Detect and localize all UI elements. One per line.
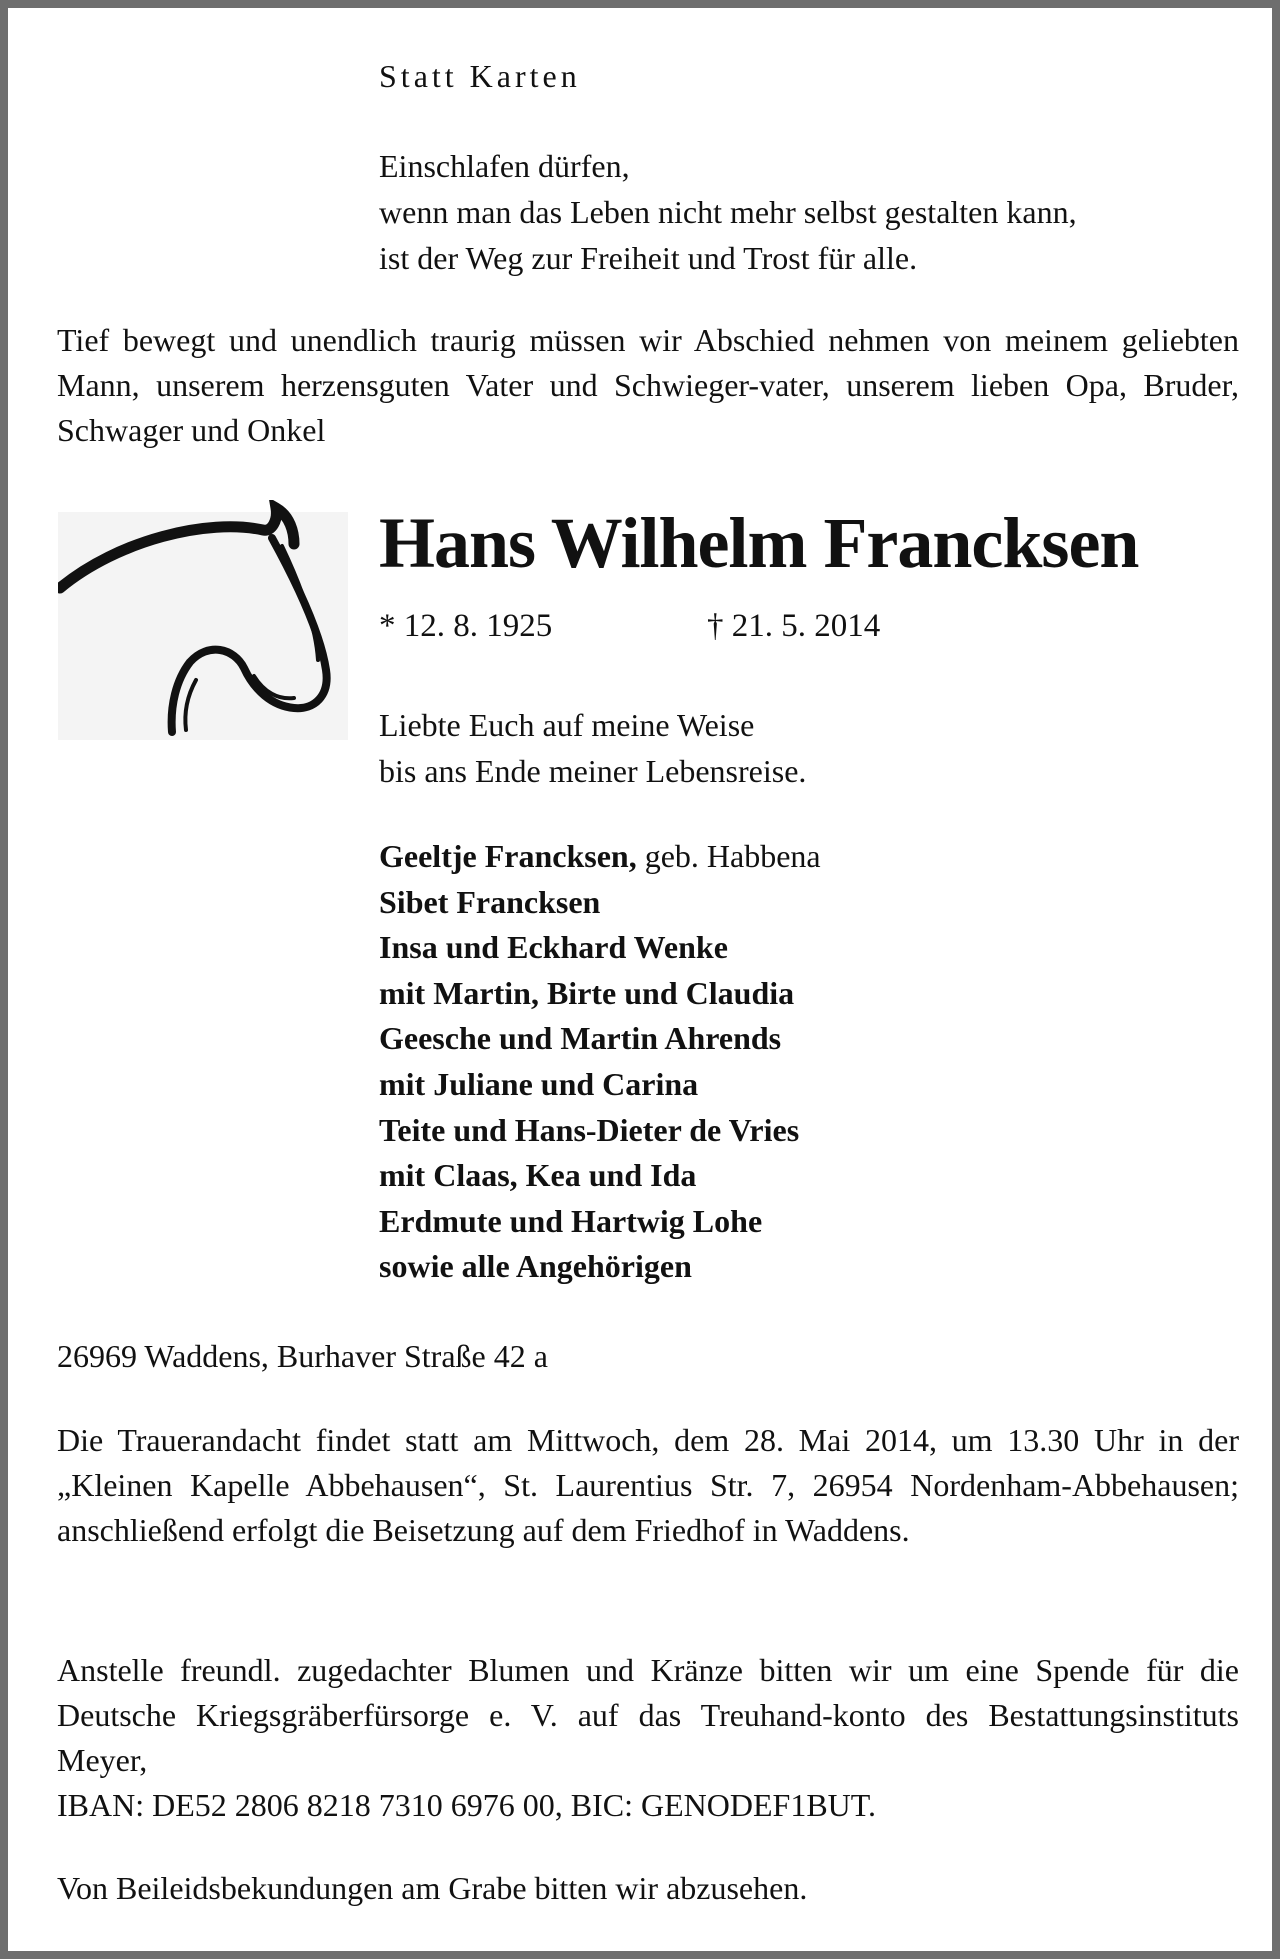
family-member: Teite und Hans-Dieter de Vries bbox=[379, 1111, 800, 1148]
life-dates bbox=[379, 608, 1239, 645]
donation-text: Anstelle freundl. zugedachter Blumen und Kränze bitten wir um eine Spende für die Deutsche Kriegsgräberfürsorge e. V. auf das Treuhand-konto des Bestattungsinstituts Meyer, bbox=[57, 1652, 1239, 1778]
family-address: 26969 Waddens, Burhaver Straße 42 a bbox=[57, 1338, 548, 1374]
intro-paragraph: Tief bewegt und unendlich traurig müssen wir Abschied nehmen von meinem geliebten Mann, unserem herzensguten Vater und Schwieger-vater, unserem lieben Opa, Bruder, Schwager und Onkel bbox=[57, 322, 1239, 448]
ceremony-info: Die Trauerandacht findet statt am Mittwoch, dem 28. Mai 2014, um 13.30 Uhr in der „Kleinen Kapelle Abbehausen“, St. Laurentius Str. 7, 26954 Nordenham-Abbehausen; anschließend erfolgt die Beisetzung auf dem Friedhof in Waddens. bbox=[57, 1422, 1239, 1548]
poem-line: wenn man das Leben nicht mehr selbst gestalten kann, bbox=[379, 194, 1077, 230]
death-date: † 21. 5. 2014 bbox=[707, 608, 881, 644]
donation-info bbox=[57, 1648, 1239, 1828]
family-member: mit Juliane und Carina bbox=[379, 1065, 699, 1102]
family-member: Erdmute und Hartwig Lohe bbox=[379, 1202, 763, 1239]
poem-line: Einschlafen dürfen, bbox=[379, 148, 630, 184]
deceased-name: Hans Wilhelm Francksen bbox=[379, 503, 1139, 583]
horse-head-icon bbox=[58, 500, 348, 740]
family-line-spouse bbox=[379, 834, 1239, 880]
family-member: Insa und Eckhard Wenke bbox=[379, 929, 728, 966]
closing-note: Von Beileidsbekundungen am Grabe bitten wir abzusehen. bbox=[57, 1870, 808, 1906]
family-member: Geesche und Martin Ahrends bbox=[379, 1020, 782, 1057]
bank-details: IBAN: DE52 2806 8218 7310 6976 00, BIC: GENODEF1BUT. bbox=[57, 1787, 876, 1823]
birth-date: * 12. 8. 1925 bbox=[379, 608, 553, 644]
family-member: mit Claas, Kea und Ida bbox=[379, 1157, 697, 1194]
family-member: sowie alle Angehörigen bbox=[379, 1248, 692, 1285]
header-statt-karten: Statt Karten bbox=[379, 58, 581, 94]
poem bbox=[379, 143, 1239, 281]
motto-line: bis ans Ende meiner Lebensreise. bbox=[379, 753, 807, 789]
family-member: mit Martin, Birte und Claudia bbox=[379, 974, 795, 1011]
motto-line: Liebte Euch auf meine Weise bbox=[379, 707, 755, 743]
poem-line: ist der Weg zur Freiheit und Trost für alle. bbox=[379, 240, 918, 276]
motto bbox=[379, 702, 1239, 794]
family-list bbox=[379, 834, 1239, 1290]
family-member: Sibet Francksen bbox=[379, 883, 601, 920]
spouse-maiden-name: geb. Habbena bbox=[636, 838, 821, 874]
spouse-name: Geeltje Francksen, bbox=[379, 838, 637, 874]
